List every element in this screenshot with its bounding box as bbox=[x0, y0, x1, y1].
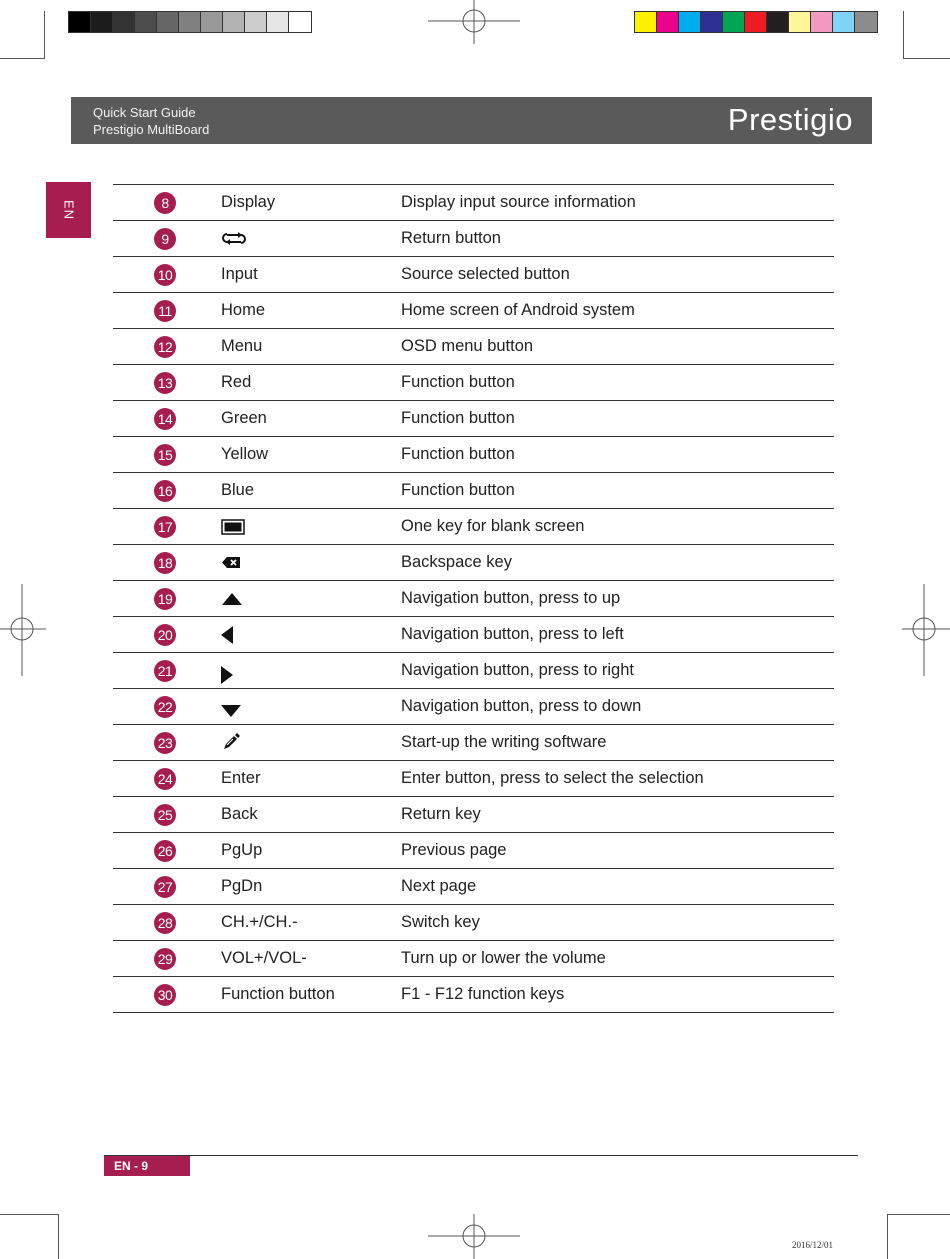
key-description: Navigation button, press to left bbox=[401, 625, 624, 643]
item-number-badge: 12 bbox=[154, 336, 176, 358]
key-name: Back bbox=[221, 805, 258, 823]
print-date: 2016/12/01 bbox=[792, 1240, 834, 1250]
key-name: Menu bbox=[221, 337, 263, 355]
color-swatch bbox=[679, 12, 701, 32]
gray-swatch bbox=[135, 12, 157, 32]
gray-swatch bbox=[179, 12, 201, 32]
gray-swatch bbox=[223, 12, 245, 32]
pen-icon bbox=[221, 725, 249, 760]
table-row bbox=[113, 257, 834, 293]
item-number-badge: 20 bbox=[154, 624, 176, 646]
item-number-badge: 13 bbox=[154, 372, 176, 394]
key-name: Yellow bbox=[221, 445, 269, 463]
table-row bbox=[113, 329, 834, 365]
table-row bbox=[113, 365, 834, 401]
color-swatch bbox=[701, 12, 723, 32]
table-row bbox=[113, 401, 834, 437]
item-number-badge: 24 bbox=[154, 768, 176, 790]
key-name: Green bbox=[221, 409, 267, 427]
gray-swatch bbox=[201, 12, 223, 32]
color-swatch bbox=[789, 12, 811, 32]
gray-swatch bbox=[267, 12, 289, 32]
gray-swatch bbox=[91, 12, 113, 32]
table-row bbox=[113, 293, 834, 329]
key-description: OSD menu button bbox=[401, 337, 534, 355]
color-swatch bbox=[723, 12, 745, 32]
item-number-badge: 10 bbox=[154, 264, 176, 286]
item-number-badge: 11 bbox=[154, 300, 176, 322]
table-row bbox=[113, 221, 834, 257]
color-swatch bbox=[767, 12, 789, 32]
key-name: Red bbox=[221, 373, 252, 391]
table-row bbox=[113, 653, 834, 689]
grayscale-calibration-strip bbox=[68, 11, 312, 33]
item-number-badge: 15 bbox=[154, 444, 176, 466]
table-row bbox=[113, 437, 834, 473]
table-row bbox=[113, 509, 834, 545]
color-swatch bbox=[635, 12, 657, 32]
item-number-badge: 23 bbox=[154, 732, 176, 754]
arrow-down-icon bbox=[221, 689, 249, 724]
language-label: EN bbox=[61, 199, 76, 221]
table-row bbox=[113, 761, 834, 797]
key-description: Return key bbox=[401, 805, 481, 823]
gray-swatch bbox=[245, 12, 267, 32]
color-swatch bbox=[745, 12, 767, 32]
table-row bbox=[113, 581, 834, 617]
key-name: Function button bbox=[221, 985, 335, 1003]
header-product-name: Prestigio MultiBoard bbox=[93, 122, 210, 137]
key-description: Start-up the writing software bbox=[401, 733, 607, 751]
registration-mark-left bbox=[0, 584, 46, 676]
arrow-left-icon bbox=[221, 617, 249, 652]
key-name: PgUp bbox=[221, 841, 263, 859]
key-description: Navigation button, press to down bbox=[401, 697, 642, 715]
key-description: One key for blank screen bbox=[401, 517, 585, 535]
table-row bbox=[113, 545, 834, 581]
key-name: PgDn bbox=[221, 877, 263, 895]
backspace-icon bbox=[221, 545, 249, 580]
key-description: Function button bbox=[401, 445, 515, 463]
arrow-up-icon bbox=[221, 581, 249, 616]
item-number-badge: 17 bbox=[154, 516, 176, 538]
key-description: Switch key bbox=[401, 913, 480, 931]
key-name: CH.+/CH.- bbox=[221, 913, 298, 931]
item-number-badge: 25 bbox=[154, 804, 176, 826]
header-bar bbox=[71, 97, 872, 144]
key-description: Enter button, press to select the selection bbox=[401, 769, 704, 787]
key-description: Home screen of Android system bbox=[401, 301, 635, 319]
item-number-badge: 29 bbox=[154, 948, 176, 970]
key-description: F1 - F12 function keys bbox=[401, 985, 565, 1003]
return-arrows-icon bbox=[221, 221, 249, 256]
item-number-badge: 27 bbox=[154, 876, 176, 898]
item-number-badge: 19 bbox=[154, 588, 176, 610]
key-name: Enter bbox=[221, 769, 261, 787]
item-number-badge: 18 bbox=[154, 552, 176, 574]
item-number-badge: 26 bbox=[154, 840, 176, 862]
table-row bbox=[113, 977, 834, 1013]
item-number-badge: 22 bbox=[154, 696, 176, 718]
item-number-badge: 30 bbox=[154, 984, 176, 1006]
table-row bbox=[113, 905, 834, 941]
blank-screen-icon bbox=[221, 509, 249, 544]
table-row bbox=[113, 473, 834, 509]
item-number-badge: 14 bbox=[154, 408, 176, 430]
table-row bbox=[113, 185, 834, 221]
gray-swatch bbox=[289, 12, 311, 32]
key-description: Source selected button bbox=[401, 265, 570, 283]
color-swatch bbox=[855, 12, 877, 32]
key-description: Next page bbox=[401, 877, 477, 895]
table-row bbox=[113, 941, 834, 977]
key-description: Function button bbox=[401, 373, 515, 391]
color-swatch bbox=[833, 12, 855, 32]
arrow-right-icon bbox=[221, 653, 249, 688]
item-number-badge: 9 bbox=[154, 228, 176, 250]
key-name: Home bbox=[221, 301, 266, 319]
key-description: Function button bbox=[401, 481, 515, 499]
table-row bbox=[113, 689, 834, 725]
key-description: Navigation button, press to right bbox=[401, 661, 634, 679]
registration-mark-bottom bbox=[428, 1214, 520, 1259]
language-tab bbox=[46, 182, 91, 238]
key-description: Navigation button, press to up bbox=[401, 589, 621, 607]
header-guide-title: Quick Start Guide bbox=[93, 105, 196, 120]
key-name: Blue bbox=[221, 481, 255, 499]
key-name: Input bbox=[221, 265, 258, 283]
gray-swatch bbox=[113, 12, 135, 32]
key-description: Backspace key bbox=[401, 553, 512, 571]
footer-rule bbox=[104, 1155, 858, 1156]
remote-keys-table bbox=[113, 184, 834, 1013]
item-number-badge: 28 bbox=[154, 912, 176, 934]
key-name: VOL+/VOL- bbox=[221, 949, 307, 967]
gray-swatch bbox=[69, 12, 91, 32]
key-description: Previous page bbox=[401, 841, 507, 859]
item-number-badge: 21 bbox=[154, 660, 176, 682]
page-number: EN - 9 bbox=[104, 1156, 190, 1176]
item-number-badge: 8 bbox=[154, 192, 176, 214]
table-row bbox=[113, 797, 834, 833]
key-name: Display bbox=[221, 193, 276, 211]
registration-mark-right bbox=[902, 584, 950, 676]
key-description: Function button bbox=[401, 409, 515, 427]
table-row bbox=[113, 869, 834, 905]
item-number-badge: 16 bbox=[154, 480, 176, 502]
registration-mark-top bbox=[428, 0, 520, 46]
color-swatch bbox=[811, 12, 833, 32]
gray-swatch bbox=[157, 12, 179, 32]
brand-logo: Prestigio bbox=[727, 102, 853, 137]
color-swatch bbox=[657, 12, 679, 32]
key-description: Display input source information bbox=[401, 193, 636, 211]
color-calibration-strip bbox=[634, 11, 878, 33]
key-description: Return button bbox=[401, 229, 501, 247]
table-row bbox=[113, 617, 834, 653]
table-row bbox=[113, 725, 834, 761]
table-row bbox=[113, 833, 834, 869]
key-description: Turn up or lower the volume bbox=[401, 949, 606, 967]
